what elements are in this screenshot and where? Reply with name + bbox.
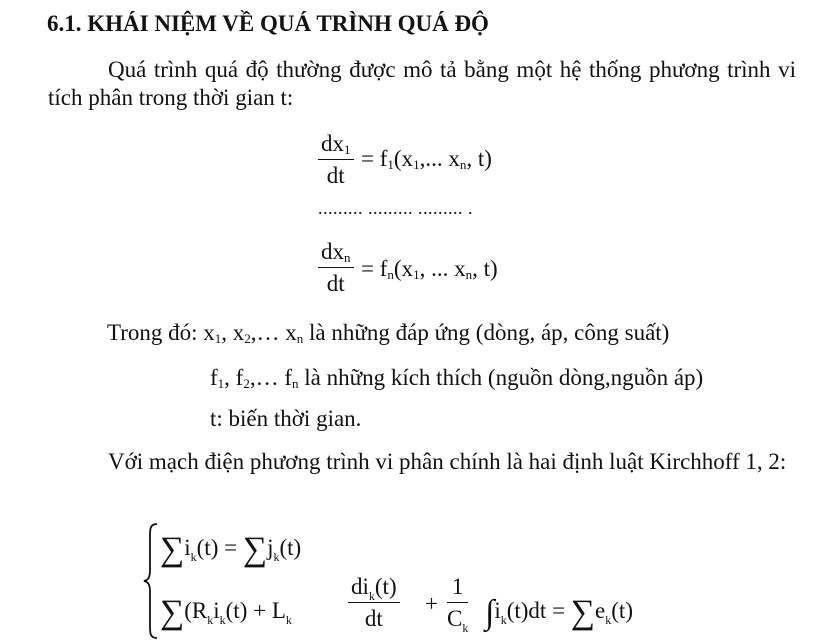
eq1-numerator xyxy=(318,130,354,160)
kcl-equation xyxy=(160,525,301,566)
responses-sub-n: n xyxy=(296,331,304,346)
eq1-rhs-f: = f xyxy=(361,146,388,171)
excitations-mid-2: ,… f xyxy=(249,365,293,390)
responses-sub-2: 2 xyxy=(244,331,251,346)
responses-mid-1: , x xyxy=(221,320,245,345)
kcl-sum-symbol-1: ∑ xyxy=(160,531,185,568)
system-brace-icon xyxy=(143,522,159,640)
eqn-rhs-x: (x xyxy=(393,256,414,281)
eqn-num-text: dx xyxy=(321,239,344,264)
kvl-integral-symbol: ∫ xyxy=(485,594,495,631)
kvl-di: di xyxy=(351,574,369,599)
eq1-rhs xyxy=(361,145,492,173)
excitations-sub-2: 2 xyxy=(243,376,250,391)
responses-suffix: là những đáp ứng (dòng, áp, công suất) xyxy=(303,320,670,345)
eq1-denominator: dt xyxy=(326,162,345,188)
kvl-l: (t) + L xyxy=(225,598,286,623)
kvl-i-sub: k xyxy=(219,613,226,627)
time-variable-line: t: biến thời gian. xyxy=(210,406,362,431)
kvl-c: C xyxy=(447,605,463,631)
eqn-rhs-f: = f xyxy=(361,256,388,281)
kvl-capacitor-numerator: 1 xyxy=(447,573,468,603)
eq1-num-text: dx xyxy=(321,131,344,156)
kvl-r-sub: k xyxy=(207,613,214,627)
kcl-sum-symbol-2: ∑ xyxy=(242,531,268,568)
section-heading: 6.1. KHÁI NIỆM VỀ QUÁ TRÌNH QUÁ ĐỘ xyxy=(47,11,489,36)
kvl-sum-symbol-2: ∑ xyxy=(570,594,596,631)
excitations-prefix: f xyxy=(210,365,218,390)
excitations-suffix: là những kích thích (nguồn dòng,nguồn áp) xyxy=(298,365,704,390)
kvl-derivative-numerator xyxy=(348,573,400,603)
kvl-left xyxy=(160,588,292,629)
kvl-plus: + xyxy=(425,591,438,616)
excitations-sub-1: 1 xyxy=(217,376,225,391)
intro-paragraph: Quá trình quá độ thường được mô tả bằng một hệ thống phương trình vi tích phân trong thời gian t: xyxy=(48,57,796,110)
kcl-i: i xyxy=(184,535,191,560)
eqn-rhs-xn: , ... x xyxy=(419,256,466,281)
eq1-rhs-x1-sub: 1 xyxy=(413,157,420,172)
eqn-numerator xyxy=(318,238,354,268)
eq1-rhs-x: (x xyxy=(393,146,414,171)
kvl-dt-equals: (t)dt = xyxy=(506,598,571,623)
responses-prefix: Trong đó: x xyxy=(107,320,215,345)
eqn-fraction xyxy=(318,238,354,297)
excitations-line xyxy=(210,364,703,392)
ellipsis-row: ......... ......... ......... . xyxy=(318,198,473,218)
responses-line xyxy=(107,319,669,347)
eq1-num-sub: 1 xyxy=(344,142,351,157)
kvl-e-sub: k xyxy=(605,613,612,627)
excitations-sub-n: n xyxy=(292,376,299,391)
kcl-j: j xyxy=(267,535,274,560)
kvl-capacitor-fraction xyxy=(447,573,469,635)
kvl-e: e xyxy=(595,598,606,623)
kvl-i2-sub: k xyxy=(500,613,507,627)
kvl-i: i xyxy=(213,598,220,623)
kvl-right xyxy=(485,588,633,629)
kcl-i-sub: k xyxy=(190,550,197,564)
kvl-l-sub: k xyxy=(285,613,292,627)
kvl-di-sub: k xyxy=(368,589,375,603)
responses-sub-1: 1 xyxy=(214,331,222,346)
kirchhoff-paragraph: Với mạch điện phương trình vi phân chính là hai định luật Kirchhoff 1, 2: xyxy=(108,449,787,474)
eqn-rhs-end: , t) xyxy=(472,256,498,281)
eq1-rhs-xn: ,... x xyxy=(419,146,460,171)
eqn-rhs-x1-sub: 1 xyxy=(413,267,420,282)
responses-mid-2: ,… x xyxy=(250,320,297,345)
eqn-num-sub: n xyxy=(344,250,351,265)
kvl-sum-symbol-1: ∑ xyxy=(160,594,185,631)
eq1-rhs-f-sub: 1 xyxy=(387,157,394,172)
kvl-r: (R xyxy=(184,598,208,623)
kvl-derivative-fraction xyxy=(348,573,400,632)
kvl-i2: i xyxy=(494,598,501,623)
kvl-end: (t) xyxy=(611,598,633,623)
eqn-rhs-xn-sub: n xyxy=(465,267,473,282)
eqn-denominator: dt xyxy=(326,270,345,296)
eqn-rhs xyxy=(361,255,498,283)
excitations-mid-1: , f xyxy=(224,365,244,390)
kvl-derivative-denominator: dt xyxy=(364,605,383,631)
eq1-fraction xyxy=(318,130,354,189)
kvl-c-sub: k xyxy=(462,620,469,635)
kcl-equals: (t) = xyxy=(196,535,243,560)
eq1-rhs-xn-sub: n xyxy=(459,157,467,172)
eq1-rhs-end: , t) xyxy=(466,146,492,171)
kcl-j-sub: k xyxy=(273,550,280,564)
kcl-end: (t) xyxy=(279,535,302,560)
eqn-rhs-f-sub: n xyxy=(387,267,394,282)
kvl-di-t: (t) xyxy=(374,574,397,599)
kvl-capacitor-denominator xyxy=(447,603,468,633)
